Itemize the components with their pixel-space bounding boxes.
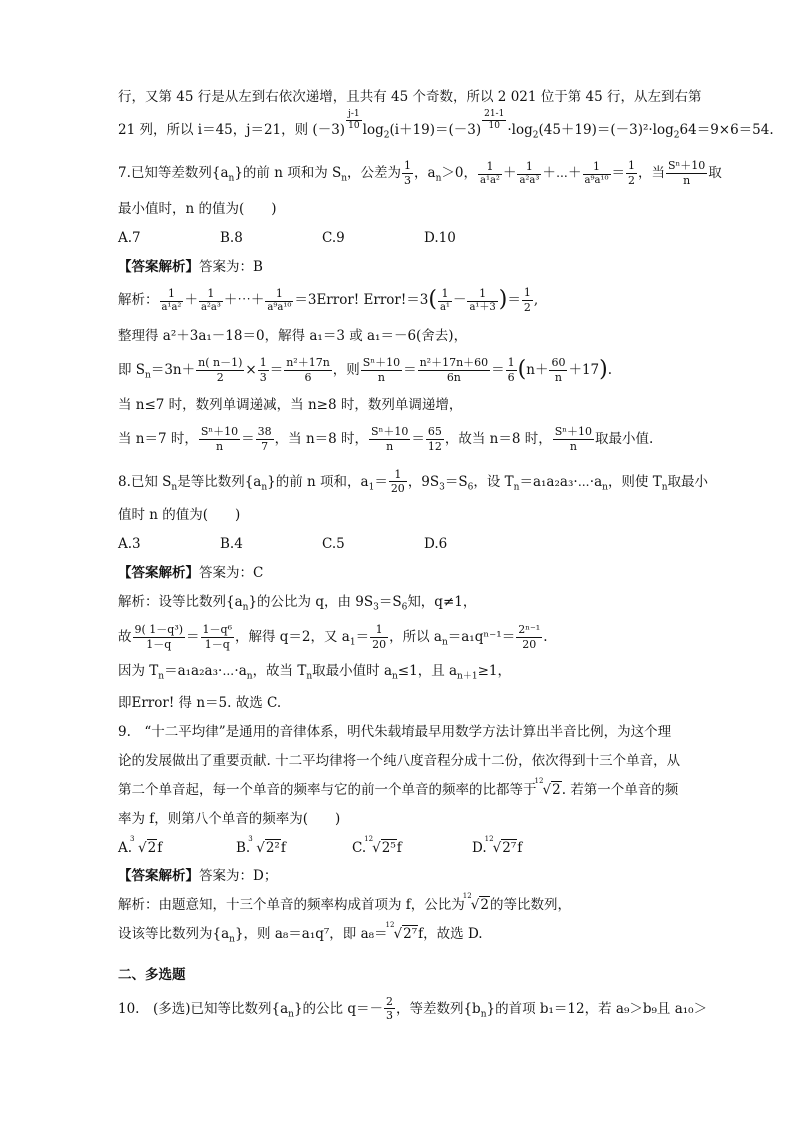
fraction — [258, 356, 269, 385]
math-text: . — [543, 629, 548, 645]
numerator: 1 — [259, 355, 267, 369]
math-text: ，故当 n＝8 时， — [444, 430, 552, 447]
math-text: n＋ — [526, 361, 549, 378]
math-text: 解析：由题意知，十三个单音的频率构成首项为 f，公比为 — [118, 897, 465, 914]
math-text: D. — [472, 839, 487, 856]
math-text: f — [280, 839, 286, 856]
math-text: 12 √2⁵ — [364, 834, 396, 856]
math-text: ( — [428, 287, 437, 313]
text: log — [362, 121, 384, 138]
numerator: 1 — [160, 287, 184, 302]
math-text: ＝S — [378, 593, 402, 610]
fraction — [553, 425, 594, 454]
option-a: A.7 — [118, 229, 141, 246]
math-text: 3 √2 — [130, 834, 157, 856]
math-text: ＋⋯＋ — [542, 165, 582, 182]
math-text: }，则 a₈＝a₁q⁷，即 a₈＝ — [234, 926, 388, 943]
fraction — [196, 356, 244, 385]
q8-answer — [118, 566, 693, 581]
math-text: × — [245, 361, 257, 378]
option-a: A.3 — [118, 535, 141, 552]
numerator: 1 — [583, 160, 611, 175]
math-text: ，故当 T — [252, 662, 307, 679]
math-text: 2² — [265, 839, 280, 856]
denominator: 6 — [507, 370, 515, 384]
math-text: B. — [236, 839, 251, 856]
denominator: 2 — [216, 370, 224, 384]
answer-heading: 【答案解析】 — [118, 564, 199, 581]
denominator: 3 — [385, 1009, 393, 1023]
math-text: ，所以 a — [389, 629, 442, 645]
subscript: n — [229, 934, 235, 945]
option-d: D.10 — [424, 229, 456, 246]
numerator: 9( 1－q³) — [134, 623, 184, 637]
denominator: n — [683, 174, 691, 188]
fraction — [199, 425, 240, 454]
math-text: ，当 n＝8 时， — [274, 430, 369, 447]
math-text: 取 — [708, 165, 722, 182]
numerator: 1 — [628, 159, 635, 173]
q9-solution-1 — [118, 892, 693, 914]
math-text: 12 — [364, 834, 374, 843]
numerator: 1 — [438, 287, 452, 302]
math-text: ＝ — [507, 292, 521, 309]
subscript: n — [513, 482, 520, 493]
math-text: }的公比 q＝－ — [293, 1000, 383, 1017]
fraction — [626, 159, 637, 188]
subscript: n＋1 — [457, 671, 478, 682]
numerator: n²＋17n＋60 — [419, 355, 489, 369]
math-text: }的首项 b₁＝12，若 a₉＞b₉且 a₁₀＞ — [486, 1000, 708, 1017]
math-text: ≤1，且 a — [397, 662, 458, 679]
math-text: ，则 — [332, 361, 360, 378]
option-d — [472, 834, 574, 856]
math-text: 12 √2⁷ — [385, 921, 418, 943]
math-text: ＝ — [491, 361, 505, 378]
denominator: a⁹a¹⁰ — [267, 301, 292, 313]
numerator: Sⁿ＋10 — [668, 159, 706, 173]
math-text: 整理得 a²＋3a₁－18＝0，解得 a₁＝3 或 a₁＝－6(舍去)， — [118, 327, 468, 344]
math-text: 12 — [385, 921, 395, 930]
subscript: n — [246, 671, 253, 682]
denominator: 20 — [372, 638, 387, 651]
subscript: 2 — [383, 130, 390, 141]
math-text: ，当 — [638, 165, 665, 182]
q8-solution-1 — [118, 595, 693, 614]
exponent-fraction — [346, 109, 362, 133]
subscript: 2 — [532, 130, 539, 141]
numerator: Sⁿ＋10 — [362, 355, 401, 369]
math-text: ＝ — [403, 361, 417, 378]
math-text: f — [396, 839, 402, 856]
denominator: 6n — [446, 370, 461, 384]
math-text: 最小值时，n 的值为( ) — [118, 200, 277, 217]
math-text: ＝ — [355, 629, 370, 645]
math-text: }的前 n 项和，a — [267, 473, 369, 490]
math-text: 7.已知等差数列{a — [118, 165, 229, 182]
math-text: ＞0， — [441, 165, 477, 182]
math-text: A. — [118, 839, 133, 856]
q7-options — [118, 231, 693, 246]
numerator: 21-1 — [482, 109, 506, 121]
numerator: 1 — [199, 287, 223, 302]
math-text: 12 √2⁷ — [484, 834, 517, 856]
fraction — [516, 623, 542, 652]
q8-options — [118, 537, 693, 552]
fraction — [438, 287, 452, 314]
q8-solution-4 — [118, 696, 693, 711]
q7-answer — [118, 260, 693, 275]
exponent-fraction — [482, 109, 506, 133]
math-text: ＋⋯＋ — [223, 292, 265, 309]
math-text: f — [157, 839, 163, 856]
subscript: n — [288, 1008, 294, 1019]
numerator: 1 — [467, 287, 497, 302]
denominator: a²a³ — [200, 301, 221, 313]
numerator: 1 — [507, 355, 515, 369]
math-text: 12 — [462, 892, 472, 901]
q9-answer — [118, 869, 693, 884]
math-text: ，解得 q＝2，又 a — [234, 629, 350, 645]
math-text: 的等比数列， — [490, 897, 571, 914]
math-text: 取最小 — [667, 473, 709, 490]
q7-solution-3 — [118, 356, 693, 385]
math-text: 9. “十二平均律”是通用的音律体系，明代朱载堉最早用数学方法计算出半音比例，为这个理 — [118, 724, 672, 741]
denominator: 12 — [427, 439, 442, 453]
subscript: n — [341, 173, 348, 184]
option-c: C.9 — [322, 229, 345, 246]
q8-stem-line-1 — [118, 467, 709, 497]
math-text: ＝ — [374, 473, 388, 490]
math-text: ＝S — [444, 473, 468, 490]
q7-solution-4 — [118, 398, 693, 413]
denominator: a⁹a¹⁰ — [584, 174, 609, 186]
math-text: }的前 n 项和为 S — [234, 165, 342, 182]
option-c — [352, 834, 472, 856]
subscript: n — [602, 482, 608, 493]
subscript: n — [261, 482, 268, 493]
subscript: 6 — [467, 482, 474, 493]
math-text: ＝3n＋ — [150, 361, 196, 378]
subscript: n — [158, 671, 165, 682]
numerator: 1 — [265, 287, 293, 302]
numerator: 1 — [404, 159, 412, 173]
fraction — [522, 286, 533, 315]
math-text: 即 S — [118, 361, 146, 378]
math-text: 率为 f，则第八个单音的频率为( ) — [118, 810, 341, 827]
denominator: n — [377, 370, 385, 384]
math-text: ) — [599, 356, 608, 382]
math-text: 3 — [248, 834, 253, 843]
subscript: n — [171, 482, 178, 493]
math-text: ，设 T — [473, 473, 514, 490]
math-text: ，公差为 — [347, 165, 402, 182]
math-text: ＝ — [241, 430, 255, 447]
numerator: n( n－1) — [198, 355, 243, 369]
math-text: 2⁵ — [381, 839, 396, 856]
numerator: 1 — [478, 160, 502, 175]
carryover-line-1 — [118, 89, 702, 105]
text: (i＋19)＝(－3) — [389, 121, 482, 138]
math-text: ＋17 — [568, 361, 600, 378]
math-text: 值时 n 的值为( ) — [118, 507, 241, 524]
q7-solution-2 — [118, 329, 693, 344]
fraction — [370, 623, 388, 652]
math-text: 答案为：B — [199, 258, 263, 275]
denominator: 3 — [259, 370, 267, 384]
math-text: 设该等比数列为{a — [118, 926, 230, 943]
fraction — [402, 159, 413, 188]
denominator: 6 — [304, 370, 312, 384]
fraction — [666, 159, 707, 188]
answer-heading: 【答案解析】 — [118, 868, 199, 885]
math-text: 解析：设等比数列{a — [118, 593, 243, 610]
subscript: n — [306, 671, 313, 682]
math-text: 论的发展做出了重要贡献. 十二平均律将一个纯八度音程分成十二份，依次得到十三个单音，从 — [118, 753, 681, 770]
math-text: 知，q≠1， — [407, 593, 477, 610]
text: 64＝9×6＝54. — [679, 121, 774, 138]
option-a — [118, 834, 236, 856]
denominator: 2 — [523, 301, 531, 315]
numerator: 1 — [523, 286, 531, 300]
fraction — [517, 160, 541, 187]
math-text: 2 — [480, 897, 489, 914]
math-text: 二、多选题 — [118, 966, 186, 983]
q7-stem-line-1: 7.已知等差数列$\{a_n\}$的前 n 项和为 $S_n$，公差为 $\frac{1}{3}$ ，$a_n>0$， $\frac{1}{\text{a¹a²}}$ ＋ $\frac{1}{\text{a²a³}}$ ＋⋯＋ $\frac{1}{\text{a⁹a¹⁰}}$ ＝ $\frac{1}{2}$ ，当 $\frac{\text{Sⁿ＋10}}{n}$ 取 — [118, 159, 722, 188]
numerator: 1 — [517, 160, 541, 175]
math-text: 当 n≤7 时，数列单调递减，当 n≥8 时，数列单调递增， — [118, 397, 463, 414]
denominator: a¹ — [439, 301, 450, 313]
math-text: 取最小值时 a — [312, 662, 392, 679]
numerator: 2 — [385, 994, 393, 1008]
denominator: 1－q — [146, 638, 172, 651]
numerator: j-1 — [346, 109, 362, 121]
q7-solution-1: 解析： $\frac{1}{\text{a¹a²}}$ ＋ $\frac{1}{\text{a²a³}}$ ＋⋯＋ $\frac{1}{\text{a⁹a¹⁰}}$ ＝3Error! Error!＝3( $\frac{1}{\text{a¹}}$ － $\frac{1}{\text{a¹＋3}}$ )＝ $\frac{1}{2}$ , — [118, 286, 539, 315]
math-text: ( — [517, 356, 527, 382]
q8-solution-3 — [118, 664, 693, 683]
math-text: ＝ — [186, 629, 200, 645]
denominator: a¹a² — [161, 301, 182, 313]
q9-stem-line-2 — [118, 754, 693, 769]
math-text: 第二个单音起，每一个单音的频率与它的前一个单音的频率的比都等于 — [118, 781, 537, 798]
numerator: 2ⁿ⁻¹ — [518, 623, 541, 637]
subscript: n — [441, 637, 448, 648]
fraction — [384, 995, 395, 1024]
subscript: n — [228, 173, 235, 184]
option-d: D.6 — [424, 535, 448, 552]
subscript: n — [242, 602, 249, 613]
fraction — [389, 468, 407, 497]
math-text: 答案为：C — [199, 564, 264, 581]
math-text: ＝3Error! Error!＝3 — [294, 292, 429, 309]
subscript: n — [145, 370, 151, 381]
math-text: . — [607, 361, 613, 378]
math-text: ＝a₁a₂a₃·⋯·a — [164, 662, 247, 679]
section-heading — [118, 968, 693, 983]
math-text: . 若第一个单音的频 — [561, 781, 679, 798]
math-text: 2 — [147, 839, 157, 856]
math-text: 3 — [130, 834, 135, 843]
fraction — [549, 356, 567, 385]
subscript: 1 — [368, 482, 375, 493]
subscript: n — [392, 671, 398, 682]
fraction — [284, 356, 332, 385]
fraction — [478, 160, 502, 187]
fraction — [361, 356, 402, 385]
denominator: 2 — [628, 174, 635, 188]
q9-stem-line-1 — [118, 725, 693, 740]
subscript: 3 — [439, 482, 445, 493]
subscript: 2 — [673, 130, 680, 141]
math-text: 是等比数列{a — [177, 473, 262, 490]
math-text: ＝a₁a₂a₃·⋯·a — [519, 473, 603, 490]
q9-stem-line-3 — [118, 776, 693, 798]
option-c: C.5 — [322, 535, 345, 552]
math-text: ，等差数列{b — [395, 1000, 481, 1017]
math-text: 取最小值. — [595, 430, 654, 447]
subscript: n — [435, 173, 442, 184]
numerator: 65 — [427, 425, 442, 439]
q7-stem-line-2 — [118, 202, 693, 217]
math-text: }的公比为 q，由 9S — [248, 593, 374, 610]
q7-solution-5 — [118, 425, 693, 454]
subscript: 1 — [349, 637, 356, 648]
text: 21 列， — [118, 121, 167, 138]
fraction — [160, 287, 184, 314]
answer-heading: 【答案解析】 — [118, 258, 199, 275]
math-text: ，则使 T — [607, 473, 662, 490]
math-text: f — [517, 839, 523, 856]
q9-stem-line-4 — [118, 812, 693, 827]
subscript: n — [661, 482, 668, 493]
fraction — [418, 356, 491, 385]
math-text: 当 n＝7 时， — [118, 430, 198, 447]
numerator: Sⁿ＋10 — [554, 425, 593, 439]
denominator: n — [386, 439, 394, 453]
numerator: Sⁿ＋10 — [371, 425, 409, 439]
math-text: f — [418, 926, 424, 943]
text: 所以 i＝45，j＝21， — [166, 121, 295, 138]
text: (45＋19)＝(－3)²·log — [538, 121, 674, 138]
math-text: 答案为：D； — [199, 868, 278, 885]
numerator: n²＋17n — [286, 355, 330, 369]
fraction — [256, 425, 274, 454]
math-text: ，9S — [407, 473, 440, 490]
denominator: n — [215, 439, 224, 453]
q9-solution-2 — [118, 921, 693, 946]
denominator: a²a³ — [519, 174, 540, 186]
numerator: 1－q⁶ — [202, 623, 232, 637]
text: 行，又第 45 行是从左到右依次递增，且共有 45 个奇数，所以 2 021 位于第 45 行，从左到右第 — [118, 89, 702, 105]
fraction — [426, 425, 444, 454]
subscript: 6 — [401, 602, 408, 613]
denominator: n — [554, 370, 562, 384]
math-text: ＝a₁qⁿ⁻¹＝ — [447, 629, 516, 645]
math-text: 10. (多选)已知等比数列{a — [118, 1000, 289, 1017]
fraction — [265, 287, 293, 314]
fraction — [467, 287, 497, 314]
math-text: 12 √2 — [462, 892, 489, 914]
math-text: 2⁷ — [502, 839, 517, 856]
denominator: 20 — [390, 482, 405, 496]
numerator: 60 — [551, 355, 566, 369]
math-text: 12 — [484, 834, 494, 843]
numerator: 1 — [370, 623, 388, 638]
fraction — [199, 287, 223, 314]
q8-solution-2 — [118, 623, 693, 652]
denominator: 10 — [348, 121, 360, 132]
math-text: ，a — [414, 165, 436, 182]
math-text: 12 — [534, 776, 544, 785]
denominator: 7 — [261, 439, 269, 453]
option-b — [236, 834, 352, 856]
subscript: n — [480, 1008, 487, 1019]
denominator: 3 — [404, 174, 412, 188]
math-text: 8.已知 S — [118, 473, 172, 490]
denominator: a¹＋3 — [469, 301, 496, 313]
q10-stem-line-1 — [118, 994, 708, 1024]
numerator: 38 — [257, 425, 272, 439]
denominator: 1－q — [204, 638, 230, 651]
option-b: B.8 — [220, 229, 243, 246]
numerator: 1 — [389, 468, 407, 483]
math-text: ＝ — [269, 361, 284, 378]
fraction — [133, 623, 186, 652]
math-text: 解析： — [118, 292, 159, 309]
subscript: 3 — [373, 602, 379, 613]
fraction — [201, 623, 234, 652]
text: 则 (－3) — [294, 121, 346, 138]
denominator: a¹a² — [479, 174, 500, 186]
q8-stem-line-2 — [118, 508, 693, 523]
numerator: Sⁿ＋10 — [200, 425, 239, 439]
math-text: ≥1， — [477, 662, 511, 679]
math-text: 因为 T — [118, 662, 159, 679]
math-text: ) — [498, 287, 508, 313]
math-text: 3 √2² — [248, 834, 280, 856]
q9-options — [118, 834, 693, 856]
math-text: ，故选 D. — [423, 926, 483, 943]
denominator: 20 — [522, 638, 537, 651]
fraction — [369, 425, 410, 454]
denominator: n — [569, 439, 577, 453]
math-text: 故 — [118, 629, 132, 645]
math-text: 即Error! 得 n＝5. 故选 C. — [118, 695, 282, 712]
option-b: B.4 — [220, 535, 243, 552]
denominator: 10 — [488, 121, 500, 132]
math-text: ＝ — [411, 430, 425, 447]
text: ·log — [507, 121, 533, 138]
radical: 12 √2 — [534, 776, 561, 798]
fraction — [506, 356, 517, 385]
math-text: C. — [352, 839, 367, 856]
math-text: 2 — [552, 781, 561, 798]
math-text: 2⁷ — [403, 926, 418, 943]
fraction — [583, 160, 611, 187]
